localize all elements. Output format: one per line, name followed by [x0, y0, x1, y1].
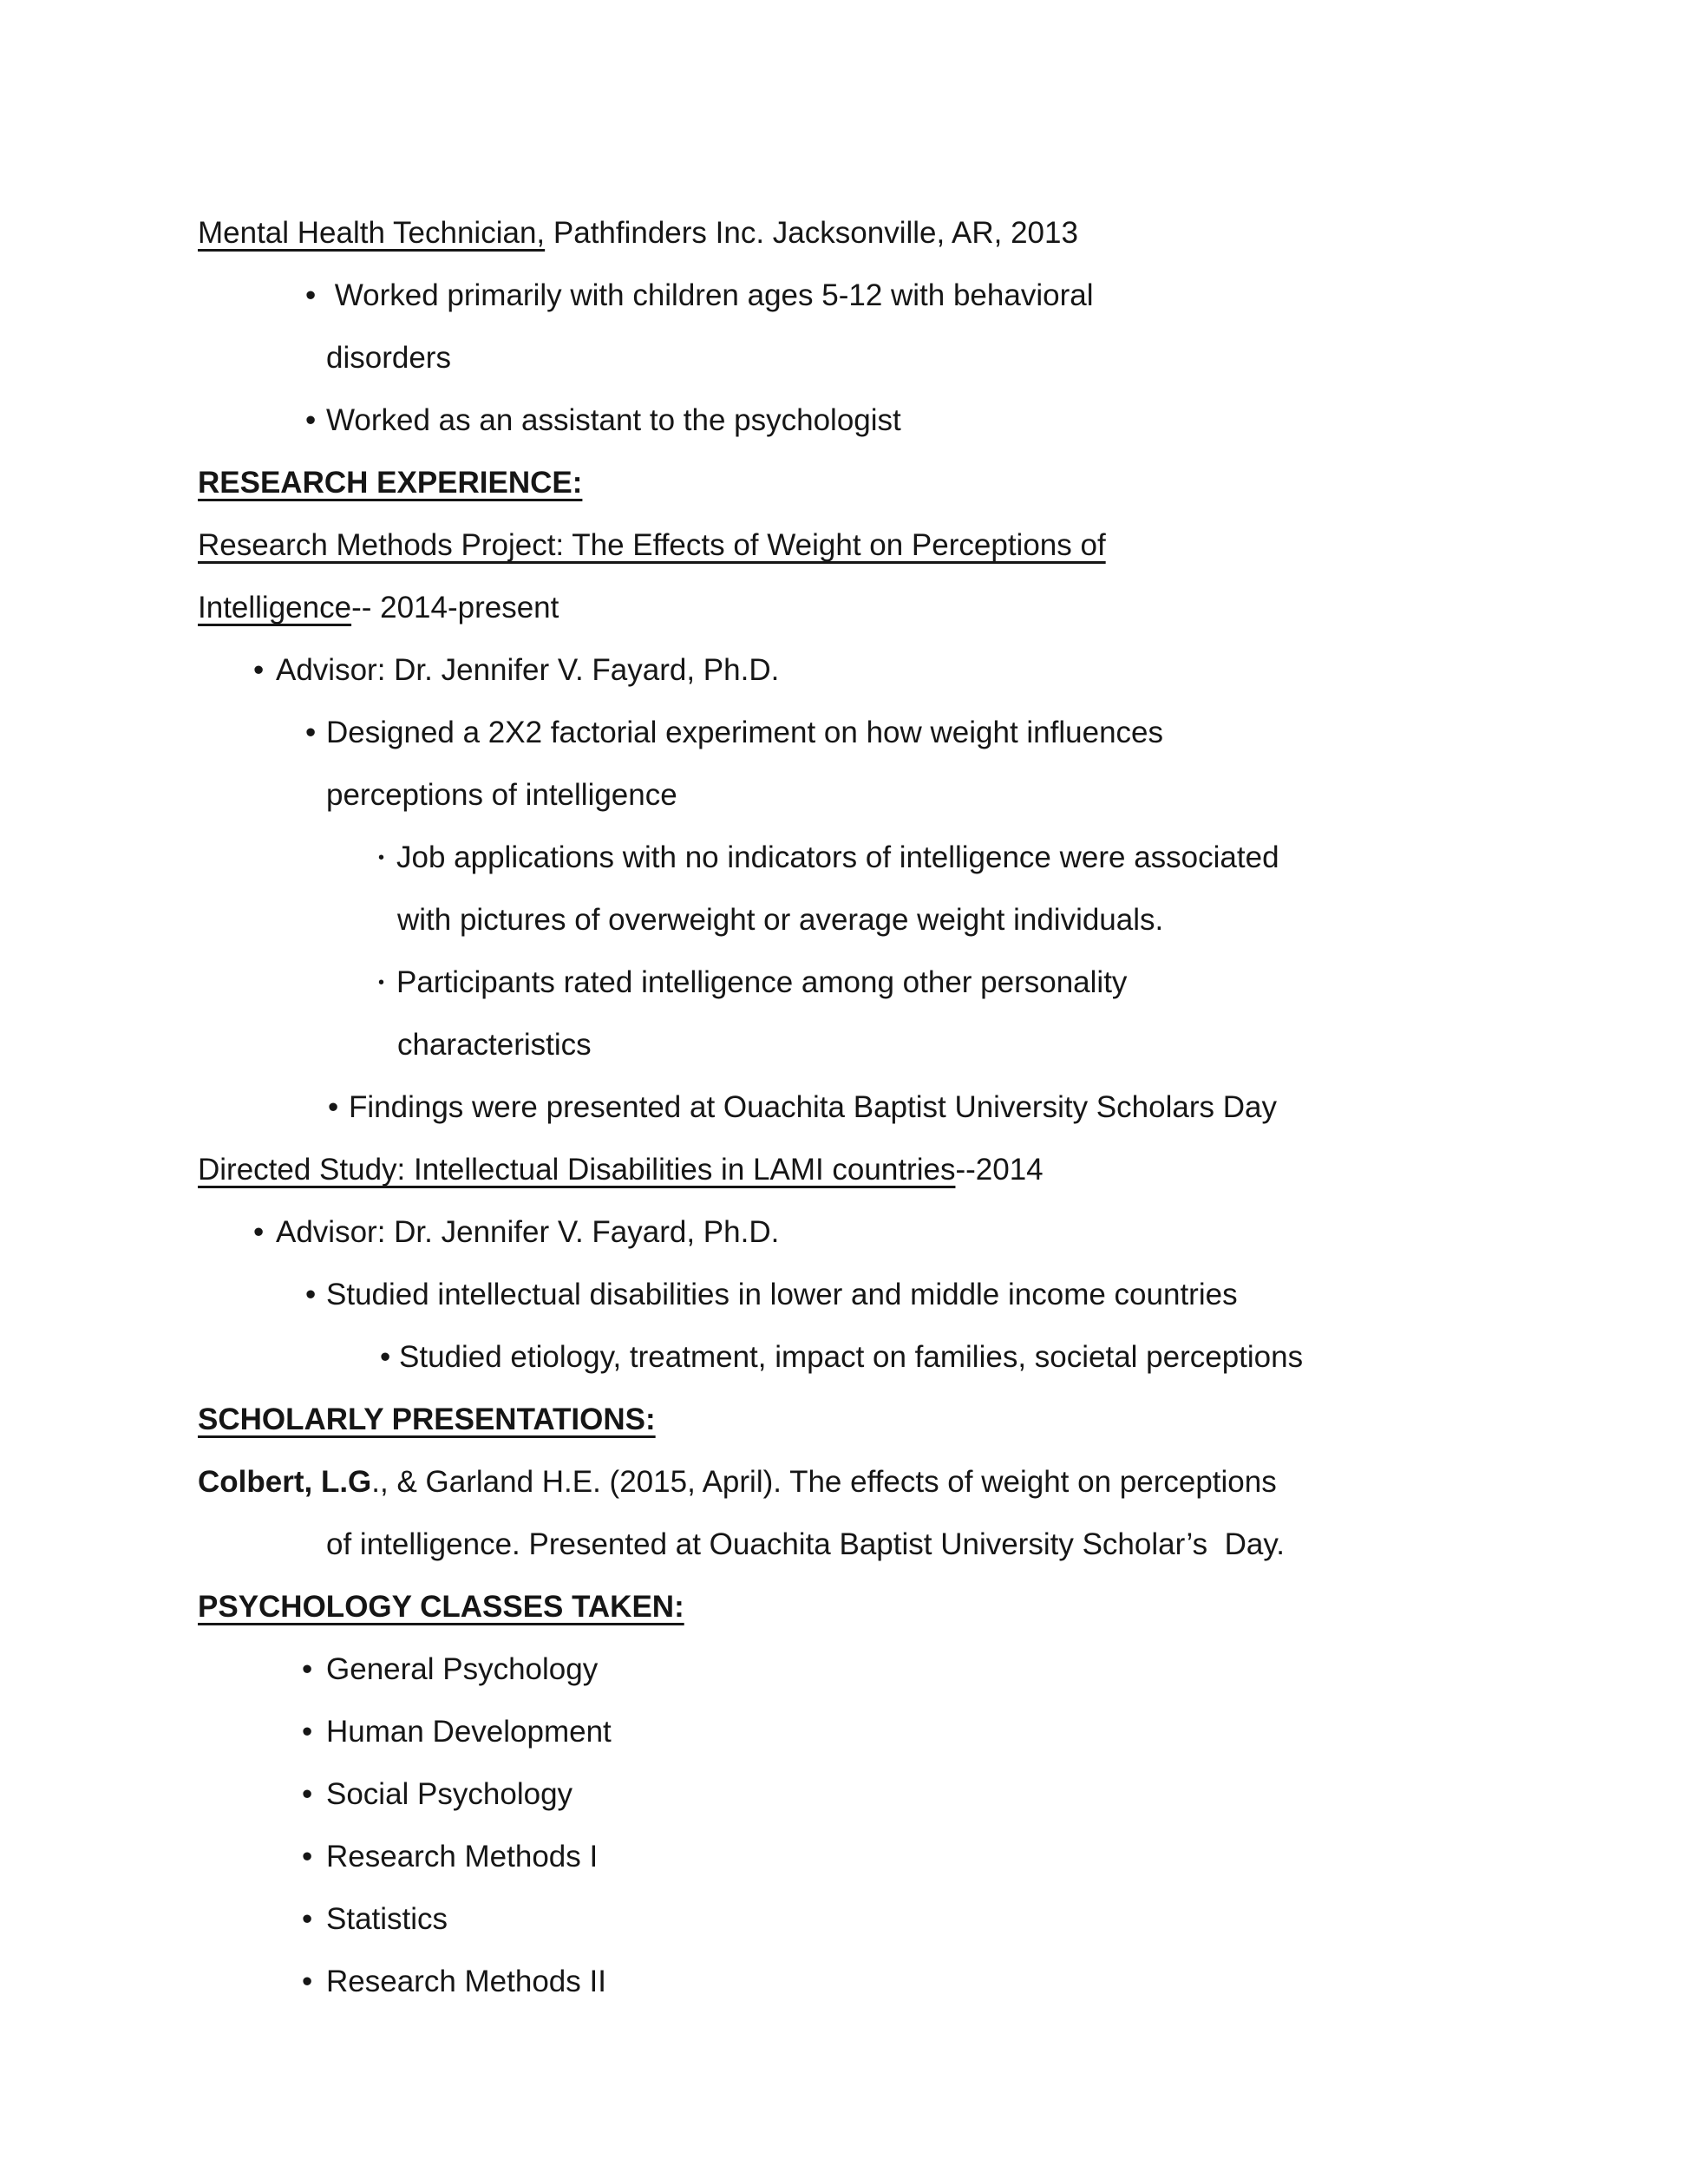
job-bullet-text: Worked primarily with children ages 5-12 with behavioral: [326, 278, 1094, 312]
class-item-text: Statistics: [326, 1902, 448, 1936]
class-item-line: [198, 1763, 1620, 1826]
subbullet-text: Participants rated intelligence among other personality: [396, 965, 1128, 999]
subbullet-text: characteristics: [397, 1028, 592, 1062]
job-bullet-text: disorders: [326, 341, 451, 375]
job-title: Mental Health Technician,: [198, 216, 546, 250]
citation-line2: [198, 1514, 1620, 1576]
class-item-text: General Psychology: [326, 1652, 599, 1686]
section-heading: SCHOLARLY PRESENTATIONS:: [198, 1403, 656, 1436]
advisor-text: Advisor: Dr. Jennifer V. Fayard, Ph.D.: [276, 653, 780, 687]
class-item-text: Research Methods II: [326, 1965, 606, 1998]
project1-title-line2: [198, 577, 1620, 639]
class-item-line: [198, 1638, 1620, 1701]
subbullet-text: with pictures of overweight or average weight individuals.: [397, 903, 1164, 937]
bullet-dot-icon: •: [305, 278, 317, 312]
class-item-text: Research Methods I: [326, 1840, 599, 1873]
bullet-dot-icon: •: [328, 1090, 339, 1124]
bullet-small-dot-icon: •: [378, 848, 385, 867]
classes-heading-line: [198, 1576, 1620, 1638]
advisor-bullet-line: [198, 1201, 1620, 1264]
subbullet-text: Job applications with no indicators of intelligence were associated: [396, 840, 1279, 874]
project1-title-line1: [198, 514, 1620, 577]
citation-text: ., & Garland H.E. (2015, April). The effects of weight on perceptions: [371, 1465, 1277, 1499]
bullet-dot-icon: •: [302, 1902, 313, 1936]
advisor-bullet-line: [198, 639, 1620, 702]
project1-subbullet-continuation: [198, 1014, 1620, 1076]
citation-author: Colbert, L.G: [198, 1465, 372, 1499]
class-item-text: Human Development: [326, 1715, 612, 1749]
class-item-line: [198, 1826, 1620, 1888]
project-bullet-text: Studied intellectual disabilities in lower and middle income countries: [326, 1278, 1238, 1311]
findings-text: Findings were presented at Ouachita Baptist University Scholars Day: [349, 1090, 1277, 1124]
project-bullet-text: Studied etiology, treatment, impact on families, societal perceptions: [399, 1340, 1304, 1374]
project-bullet-text: perceptions of intelligence: [326, 778, 677, 812]
project1-subbullet-line: [198, 951, 1620, 1014]
research-heading-line: [198, 452, 1620, 514]
bullet-dot-icon: •: [305, 716, 317, 749]
bullet-dot-icon: •: [305, 1278, 317, 1311]
document-content: [198, 202, 1620, 2013]
class-item-line: [198, 1701, 1620, 1763]
project-title: Research Methods Project: The Effects of Weight on Perceptions of: [198, 528, 1106, 562]
job-bullet-line: [198, 265, 1620, 327]
job-bullet-line: [198, 389, 1620, 452]
project-title: Directed Study: Intellectual Disabilities in LAMI countries: [198, 1153, 956, 1187]
project1-findings-line: [198, 1076, 1620, 1139]
project1-bullet-line: [198, 702, 1620, 764]
job-bullet-continuation: [198, 327, 1620, 389]
presentations-heading-line: [198, 1389, 1620, 1451]
advisor-text: Advisor: Dr. Jennifer V. Fayard, Ph.D.: [276, 1215, 780, 1249]
job-bullet-text: Worked as an assistant to the psychologist: [326, 403, 901, 437]
project2-bullet-line: [198, 1264, 1620, 1326]
job-title-line: [198, 202, 1620, 265]
class-item-line: [198, 1951, 1620, 2013]
project1-subbullet-continuation: [198, 889, 1620, 951]
bullet-dot-icon: •: [302, 1840, 313, 1873]
job-company-detail: Pathfinders Inc. Jacksonville, AR, 2013: [545, 216, 1078, 250]
citation-line1: [198, 1451, 1620, 1514]
bullet-dot-icon: •: [302, 1652, 313, 1686]
project-dates: -- 2014-present: [351, 591, 559, 624]
project-dates: --2014: [955, 1153, 1044, 1187]
bullet-small-dot-icon: •: [378, 973, 385, 992]
bullet-dot-icon: •: [253, 653, 265, 687]
class-item-text: Social Psychology: [326, 1777, 573, 1811]
project2-subbullet-line: [198, 1326, 1620, 1389]
project-bullet-text: Designed a 2X2 factorial experiment on how weight influences: [326, 716, 1164, 749]
bullet-dot-icon: •: [305, 403, 317, 437]
project1-subbullet-line: [198, 827, 1620, 889]
bullet-dot-icon: •: [302, 1715, 313, 1749]
bullet-dot-icon: •: [253, 1215, 265, 1249]
project-title: Intelligence: [198, 591, 352, 624]
bullet-dot-icon: •: [302, 1777, 313, 1811]
class-item-line: [198, 1888, 1620, 1951]
section-heading: PSYCHOLOGY CLASSES TAKEN:: [198, 1590, 684, 1624]
project2-title-line: [198, 1139, 1620, 1201]
project1-bullet-continuation: [198, 764, 1620, 827]
bullet-dot-icon: •: [302, 1965, 313, 1998]
citation-text: of intelligence. Presented at Ouachita Baptist University Scholar’s Day.: [326, 1527, 1285, 1561]
bullet-dot-icon: •: [380, 1340, 391, 1374]
section-heading: RESEARCH EXPERIENCE:: [198, 466, 583, 500]
